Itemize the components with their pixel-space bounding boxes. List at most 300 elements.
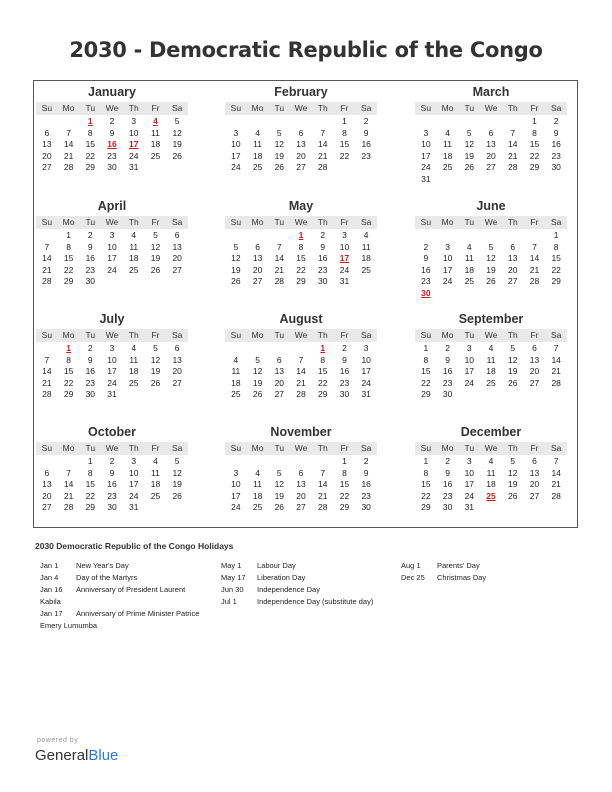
- weekday-label: Tu: [464, 330, 475, 340]
- weekday-label: Sa: [171, 330, 183, 340]
- day-cell: 21: [274, 264, 285, 275]
- day-cell: 1: [66, 230, 71, 240]
- day-cell: 27: [42, 162, 52, 172]
- day-cell: 13: [486, 139, 496, 149]
- holiday-day-cell: 30: [421, 287, 431, 298]
- day-cell: 14: [42, 366, 52, 376]
- day-cell: 12: [172, 127, 182, 138]
- day-cell: 18: [442, 150, 453, 161]
- day-cell: 11: [151, 467, 160, 478]
- day-cell: 26: [172, 490, 182, 501]
- weekday-header: [415, 442, 567, 455]
- day-cell: 30: [442, 502, 453, 512]
- day-cell: 30: [107, 502, 117, 512]
- weekday-label: Su: [420, 217, 432, 227]
- day-cell: 16: [421, 264, 431, 275]
- day-cell: 8: [423, 354, 429, 365]
- month-name: November: [270, 425, 332, 439]
- empty-day-cell: [290, 456, 312, 468]
- day-cell: 15: [339, 139, 350, 149]
- week-row: [415, 343, 567, 355]
- empty-day-cell: [36, 343, 58, 355]
- day-cell: 28: [63, 502, 74, 512]
- weekday-header: [225, 216, 377, 229]
- weekday-label: Su: [41, 330, 53, 340]
- month-july: [36, 311, 188, 401]
- week-row: [225, 456, 377, 468]
- day-cell: 14: [296, 366, 306, 376]
- weekday-label: Th: [507, 103, 518, 113]
- day-cell: 21: [529, 264, 540, 275]
- day-cell: 9: [109, 467, 115, 478]
- weekday-header: [225, 102, 377, 115]
- weekday-header: [36, 442, 188, 455]
- holiday-item: [40, 608, 199, 620]
- day-cell: 13: [42, 139, 52, 149]
- day-cell: 25: [231, 389, 241, 399]
- month-name: February: [274, 85, 328, 99]
- day-cell: 1: [342, 456, 347, 466]
- weekday-label: Tu: [274, 217, 285, 227]
- day-cell: 28: [296, 389, 306, 399]
- empty-day-cell: [502, 389, 524, 401]
- day-cell: 31: [464, 502, 475, 512]
- weekday-label: Mo: [251, 330, 264, 340]
- holiday-name: Independence Day (substitute day): [257, 597, 374, 606]
- day-cell: 11: [464, 253, 474, 263]
- day-cell: 12: [150, 241, 161, 252]
- day-cell: 13: [172, 241, 182, 252]
- day-cell: 24: [231, 162, 241, 172]
- day-cell: 14: [508, 139, 518, 149]
- weekday-label: Sa: [360, 443, 372, 453]
- weekday-label: We: [484, 330, 498, 340]
- holiday-name: Anniversary of President Laurent: [76, 585, 186, 594]
- day-cell: 5: [276, 467, 282, 478]
- day-cell: 6: [298, 467, 304, 478]
- day-cell: 20: [172, 366, 182, 376]
- week-row: [415, 378, 567, 390]
- day-cell: 11: [253, 139, 262, 149]
- day-cell: 22: [339, 490, 350, 501]
- day-cell: 27: [42, 502, 52, 512]
- empty-day-cell: [268, 343, 290, 355]
- day-cell: 16: [339, 366, 350, 376]
- day-cell: 25: [129, 377, 139, 388]
- day-cell: 9: [445, 354, 450, 365]
- day-cell: 7: [44, 241, 50, 252]
- day-cell: 24: [361, 377, 371, 388]
- empty-day-cell: [58, 116, 80, 128]
- holiday-name-continued: Emery Lumumba: [40, 621, 98, 630]
- day-cell: 26: [274, 162, 285, 172]
- weekday-label: Th: [507, 217, 518, 227]
- weekday-label: Tu: [85, 217, 96, 227]
- day-cell: 25: [361, 264, 371, 275]
- holiday-name: New Year's Day: [76, 561, 129, 570]
- day-cell: 22: [63, 377, 74, 388]
- empty-day-cell: [268, 230, 290, 242]
- holiday-name: Parents' Day: [437, 561, 480, 570]
- holiday-item: [221, 572, 373, 584]
- weekday-label: Tu: [464, 217, 475, 227]
- holiday-column: [221, 560, 373, 608]
- month-name: December: [460, 425, 522, 439]
- day-cell: 4: [233, 354, 239, 365]
- day-cell: 5: [174, 456, 180, 466]
- empty-day-cell: [145, 162, 167, 174]
- day-cell: 20: [296, 490, 306, 501]
- day-cell: 24: [107, 264, 117, 275]
- day-cell: 9: [109, 127, 115, 138]
- day-cell: 28: [42, 276, 52, 286]
- day-cell: 28: [508, 162, 518, 172]
- day-cell: 24: [107, 377, 117, 388]
- day-cell: 24: [442, 276, 453, 286]
- day-cell: 5: [153, 230, 158, 240]
- week-row: [415, 139, 567, 151]
- empty-day-cell: [123, 389, 145, 401]
- day-cell: 29: [421, 502, 431, 512]
- day-cell: 20: [42, 490, 52, 501]
- holiday-item: [401, 560, 486, 572]
- holiday-day-cell: 16: [107, 139, 117, 149]
- empty-day-cell: [545, 502, 567, 514]
- day-cell: 24: [339, 264, 350, 275]
- day-cell: 24: [231, 502, 241, 512]
- day-cell: 8: [66, 241, 71, 252]
- day-cell: 25: [464, 276, 475, 286]
- week-row: [225, 139, 377, 151]
- brand-logo[interactable]: [35, 747, 118, 764]
- day-cell: 7: [66, 467, 71, 478]
- day-cell: 17: [464, 479, 475, 489]
- day-cell: 23: [421, 276, 431, 286]
- day-cell: 1: [423, 456, 429, 466]
- holiday-day-cell: 1: [298, 230, 304, 240]
- empty-day-cell: [480, 502, 502, 514]
- day-cell: 22: [551, 264, 561, 275]
- day-cell: 3: [109, 343, 115, 353]
- day-cell: 26: [172, 150, 182, 161]
- weekday-label: Sa: [360, 330, 372, 340]
- holiday-item: [221, 584, 373, 596]
- day-cell: 15: [529, 139, 540, 149]
- day-cell: 7: [553, 456, 559, 466]
- brand-blue: Blue: [88, 747, 119, 764]
- weekday-label: We: [105, 443, 119, 453]
- week-row: [225, 151, 377, 163]
- empty-day-cell: [166, 276, 188, 288]
- weekday-label: Fr: [530, 103, 539, 113]
- day-cell: 16: [85, 366, 96, 376]
- day-cell: 3: [363, 343, 369, 353]
- month-name: January: [88, 85, 136, 99]
- month-name: March: [472, 85, 510, 99]
- day-cell: 21: [551, 366, 561, 376]
- day-cell: 30: [442, 389, 453, 399]
- day-cell: 20: [296, 150, 306, 161]
- day-cell: 6: [298, 127, 304, 138]
- week-row: [415, 468, 567, 480]
- weekday-label: Fr: [530, 443, 539, 453]
- day-cell: 30: [85, 276, 96, 286]
- day-cell: 27: [252, 276, 263, 286]
- day-cell: 10: [231, 139, 241, 149]
- day-cell: 6: [532, 456, 537, 466]
- day-cell: 22: [318, 377, 328, 388]
- day-cell: 7: [44, 354, 50, 365]
- day-cell: 29: [318, 389, 328, 399]
- day-cell: 9: [363, 127, 369, 138]
- empty-day-cell: [480, 116, 502, 128]
- weekday-label: Sa: [550, 443, 562, 453]
- holiday-date: May 17: [221, 573, 246, 582]
- empty-day-cell: [502, 502, 524, 514]
- weekday-label: Mo: [441, 330, 454, 340]
- day-cell: 17: [231, 150, 241, 161]
- day-cell: 10: [107, 241, 117, 252]
- weekday-label: Su: [420, 443, 432, 453]
- month-name: June: [476, 199, 506, 213]
- day-cell: 29: [63, 276, 74, 286]
- day-cell: 10: [129, 127, 139, 138]
- day-cell: 27: [172, 264, 182, 275]
- day-cell: 27: [172, 377, 182, 388]
- day-cell: 5: [276, 127, 282, 138]
- day-cell: 27: [296, 162, 306, 172]
- weekday-label: Th: [128, 443, 139, 453]
- day-cell: 21: [63, 490, 74, 501]
- day-cell: 29: [85, 162, 96, 172]
- day-cell: 10: [361, 354, 371, 365]
- day-cell: 16: [107, 479, 117, 489]
- empty-day-cell: [545, 389, 567, 401]
- day-cell: 21: [63, 150, 74, 161]
- day-cell: 19: [252, 377, 263, 388]
- day-cell: 25: [486, 377, 496, 388]
- week-row: [225, 242, 377, 254]
- day-cell: 26: [252, 389, 263, 399]
- day-cell: 11: [129, 241, 139, 252]
- weekday-label: We: [294, 217, 308, 227]
- empty-day-cell: [145, 502, 167, 514]
- day-cell: 3: [466, 343, 472, 353]
- day-cell: 30: [318, 276, 328, 286]
- weekday-label: Th: [128, 217, 139, 227]
- day-cell: 6: [44, 467, 50, 478]
- day-cell: 15: [318, 366, 328, 376]
- day-cell: 11: [151, 127, 160, 138]
- holiday-date: Jan 4: [40, 573, 59, 582]
- day-cell: 26: [150, 377, 161, 388]
- day-cell: 31: [361, 389, 371, 399]
- day-cell: 25: [252, 502, 263, 512]
- holiday-name: Labour Day: [257, 561, 296, 570]
- day-cell: 14: [63, 479, 74, 489]
- day-cell: 19: [508, 479, 518, 489]
- day-cell: 31: [421, 173, 431, 184]
- day-cell: 14: [318, 479, 328, 489]
- empty-day-cell: [502, 116, 524, 128]
- weekday-label: Sa: [550, 330, 562, 340]
- holiday-day-cell: 25: [486, 490, 496, 501]
- empty-day-cell: [268, 456, 290, 468]
- day-cell: 13: [274, 366, 285, 376]
- day-cell: 29: [339, 502, 350, 512]
- weekday-label: Su: [230, 103, 242, 113]
- day-cell: 14: [529, 253, 540, 263]
- month-name: May: [288, 199, 314, 213]
- day-cell: 4: [131, 343, 137, 353]
- empty-day-cell: [355, 276, 377, 288]
- empty-day-cell: [268, 116, 290, 128]
- day-cell: 15: [421, 366, 431, 376]
- day-cell: 10: [442, 253, 453, 263]
- week-row: [36, 253, 188, 265]
- holiday-day-cell: 4: [153, 116, 158, 126]
- day-cell: 13: [529, 467, 540, 478]
- holiday-day-cell: 1: [66, 343, 71, 353]
- weekday-label: Tu: [464, 443, 475, 453]
- day-cell: 2: [109, 456, 115, 466]
- month-name: October: [88, 425, 136, 439]
- day-cell: 25: [442, 162, 453, 172]
- empty-day-cell: [166, 162, 188, 174]
- day-cell: 13: [529, 354, 540, 365]
- day-cell: 25: [129, 264, 139, 275]
- day-cell: 14: [274, 253, 285, 263]
- weekday-label: Tu: [274, 443, 285, 453]
- day-cell: 1: [87, 456, 93, 466]
- day-cell: 16: [442, 366, 453, 376]
- day-cell: 23: [85, 264, 96, 275]
- weekday-label: Mo: [62, 103, 75, 113]
- day-cell: 19: [274, 150, 285, 161]
- weekday-label: Fr: [340, 103, 349, 113]
- holiday-date: Jan 17: [40, 609, 63, 618]
- empty-day-cell: [58, 456, 80, 468]
- week-row: [225, 502, 377, 514]
- empty-day-cell: [458, 116, 480, 128]
- day-cell: 5: [255, 354, 260, 365]
- weekday-label: Su: [230, 330, 242, 340]
- weekday-label: Su: [41, 103, 53, 113]
- day-cell: 26: [508, 490, 518, 501]
- day-cell: 29: [63, 389, 74, 399]
- day-cell: 12: [486, 253, 496, 263]
- weekday-label: Su: [41, 217, 53, 227]
- weekday-header: [415, 216, 567, 229]
- day-cell: 7: [510, 127, 516, 138]
- day-cell: 14: [63, 139, 74, 149]
- day-cell: 5: [233, 241, 239, 252]
- empty-day-cell: [225, 116, 247, 128]
- weekday-label: We: [294, 443, 308, 453]
- day-cell: 30: [551, 162, 561, 172]
- day-cell: 19: [172, 139, 182, 149]
- empty-day-cell: [524, 174, 546, 186]
- day-cell: 7: [553, 343, 559, 353]
- day-cell: 10: [421, 139, 431, 149]
- week-row: [415, 276, 567, 288]
- weekday-header: [415, 102, 567, 115]
- day-cell: 1: [532, 116, 537, 126]
- day-cell: 19: [150, 253, 161, 263]
- holiday-date: Dec 25: [401, 573, 425, 582]
- weekday-label: Mo: [62, 443, 75, 453]
- day-cell: 19: [464, 150, 475, 161]
- empty-day-cell: [524, 389, 546, 401]
- day-cell: 20: [274, 377, 285, 388]
- empty-day-cell: [312, 456, 334, 468]
- week-row: [225, 128, 377, 140]
- day-cell: 20: [529, 479, 540, 489]
- empty-day-cell: [355, 162, 377, 174]
- weekday-label: We: [105, 103, 119, 113]
- empty-day-cell: [502, 230, 524, 242]
- day-cell: 22: [421, 377, 431, 388]
- holiday-date: Jan 1: [40, 561, 59, 570]
- week-row: [36, 139, 188, 151]
- empty-day-cell: [502, 174, 524, 186]
- holiday-name: Liberation Day: [257, 573, 306, 582]
- day-cell: 20: [172, 253, 182, 263]
- week-row: [36, 151, 188, 163]
- day-cell: 11: [361, 241, 371, 252]
- day-cell: 9: [445, 467, 450, 478]
- weekday-header: [225, 329, 377, 342]
- day-cell: 3: [233, 467, 239, 478]
- weekday-label: Tu: [274, 330, 285, 340]
- day-cell: 28: [529, 276, 540, 286]
- day-cell: 12: [231, 253, 241, 263]
- day-cell: 26: [486, 276, 496, 286]
- week-row: [36, 491, 188, 503]
- weekday-label: Mo: [251, 443, 264, 453]
- month-december: [415, 424, 567, 514]
- day-cell: 3: [445, 241, 450, 252]
- holiday-item: [40, 572, 199, 584]
- day-cell: 23: [107, 150, 117, 161]
- month-may: [225, 198, 377, 288]
- day-cell: 22: [85, 490, 96, 501]
- day-cell: 23: [551, 150, 561, 161]
- day-cell: 4: [488, 343, 494, 353]
- empty-day-cell: [545, 174, 567, 186]
- day-cell: 31: [129, 502, 139, 512]
- weekday-label: We: [105, 217, 119, 227]
- empty-day-cell: [225, 230, 247, 242]
- day-cell: 12: [252, 366, 263, 376]
- day-cell: 20: [252, 264, 263, 275]
- day-cell: 28: [318, 162, 328, 172]
- empty-day-cell: [437, 230, 459, 242]
- day-cell: 12: [172, 467, 182, 478]
- weekday-label: Su: [230, 443, 242, 453]
- day-cell: 18: [464, 264, 475, 275]
- day-cell: 6: [174, 343, 180, 353]
- day-cell: 8: [423, 467, 429, 478]
- day-cell: 8: [553, 241, 559, 252]
- month-february: [225, 84, 377, 174]
- day-cell: 2: [87, 343, 93, 353]
- day-cell: 3: [466, 456, 472, 466]
- day-cell: 18: [486, 366, 496, 376]
- day-cell: 14: [42, 253, 52, 263]
- day-cell: 28: [318, 502, 328, 512]
- day-cell: 2: [363, 456, 369, 466]
